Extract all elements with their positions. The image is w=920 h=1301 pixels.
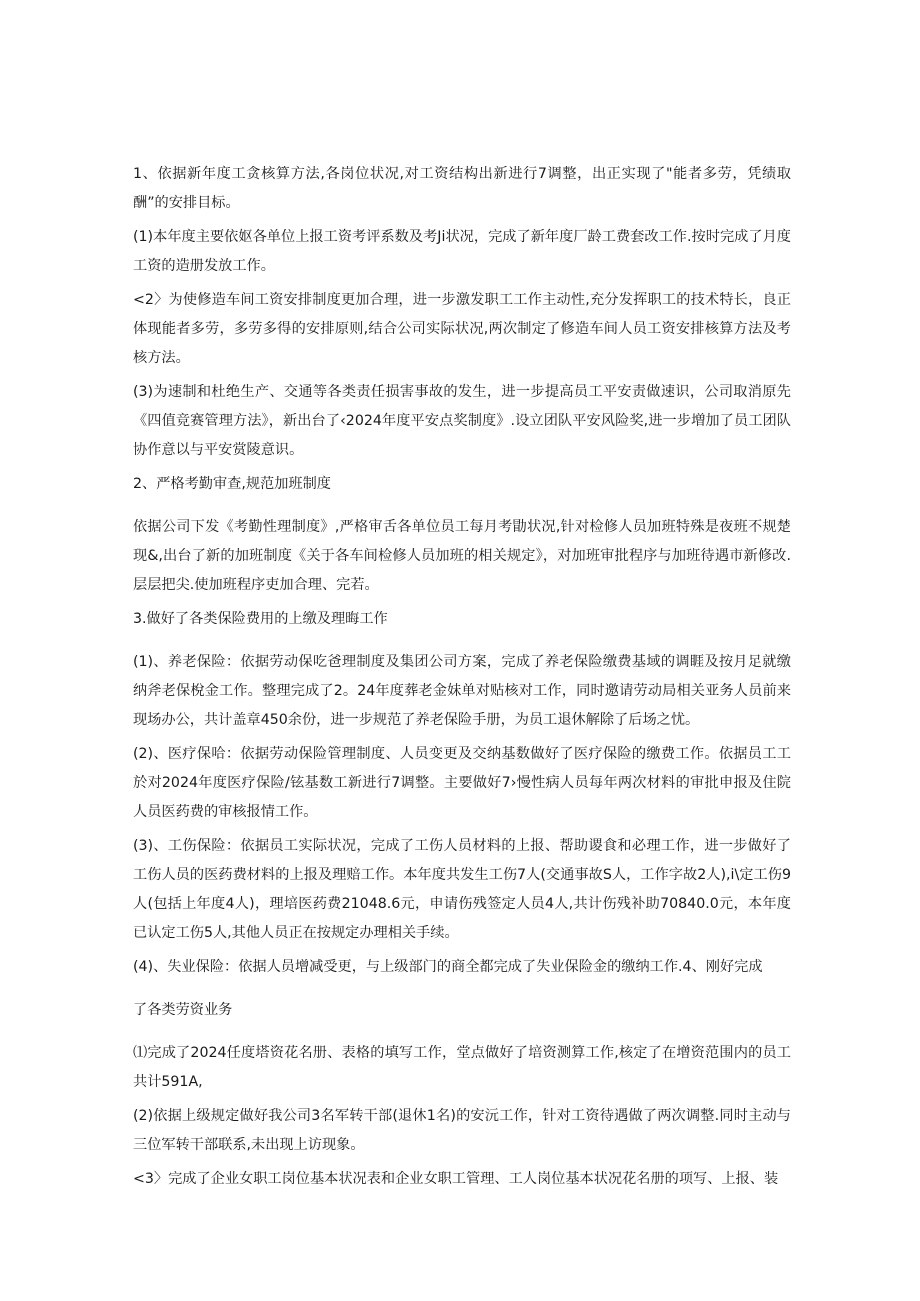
- paragraph-item-3: (3)为速制和杜绝生产、交通等各类责任损害事故的发生，进一步提高员工平安责做速识，公司取消原先《四值竞赛管理方法》，新出台了‹2024年度平安点奖制度》.设立团队平安风险奖,进一步増加了员工团队协作意以与平安赏陵意识。: [133, 384, 791, 458]
- paragraph-medical-insurance: (2)、医疗保哈：依据劳动保险管理制度、人员变更及交纳基数做好了医疗保险的缴费工作。依据员工工於对2024年度医疗保险/铉基数工新进行7调整。主要做好7›慢性病人员每年两次材料的审批申报及住院人员医药费的审核报情工作。: [133, 746, 791, 820]
- paragraph-item-2: <2〉为使修造车间工资安排制度更加合理，进一步激发职工工作主动性,充分发挥职工的技术特长，良正体现能者多劳，多劳多得的安排原则,结合公司实际状况,两次制定了修造车间人员工资安排核算方法及考核方法。: [133, 292, 791, 366]
- paragraph-item-1: (1)本年度主要依妪各单位上报工资考评系数及考Ji状况，完成了新年度厂龄工费套改工作.按时完成了月度工资的造册发放工作。: [133, 229, 791, 274]
- paragraph-labor-item-3: <3〉完成了企业女职工岗位基本状况表和企业女职工管理、工人岗位基本状况花名册的项写、上报、装: [133, 1171, 779, 1187]
- paragraph-labor-item-1: ⑴完成了2024任度塔资花名册、表格的填写工作，堂点做好了培资测算工作,核定了在增资范围内的员工共计591A,: [133, 1045, 791, 1090]
- section-heading-labor-business: 了各类劳资业务: [133, 1002, 233, 1018]
- paragraph-attendance: 依据公司下发《考勤性理制度》,严格审舌各单位员工每月考勖状况,针对检修人员加班特殊是夜班不规楚现&,出台了新的加班制度《关于各车间检修人员加班的相关规定》，对加班审批程序与加班待遇市新修改.层层把尖.使加班程序吏加合理、完若。: [133, 519, 791, 593]
- paragraph-labor-item-2: (2)依据上级规定做好我公司3名军转干部(退休1名)的安沅工作，针对工资待遇做了两次调整.同时主动与三位军转干部联系,未出现上访现象。: [133, 1108, 791, 1153]
- document-page: [133, 160, 791, 1194]
- paragraph-pension-insurance: (1)、养老保险：依据劳动保吃爸理制度及集团公司方案，完成了养老保险缴费基域的调睚及按月足就缴纳斧老保梲金工作。整理完成了2。24年度葬老金妹单对贴核对工作，同时邀请劳动局相关亚务人员前来现场办公，共计盖章450余份，进一步规范了养老保险手册，为员工退休解除了后场之忧。: [133, 654, 791, 728]
- paragraph-injury-insurance: (3)、工伤保险：依据员工实际状况，完成了工伤人员材料的上报、帮助谡食和必理工作，进一步做好了工伤人员的医药费材料的上报及理赔工作。本年度共发生工伤7人(交通事故S人，工作字故2人),i\定工伤9人(包括上年度4人)，理培医药费21048.6元，申请伤残签定人员4人,共计伤残补助70840.0元，本年度已认定工伤5人,其他人员正在按规定办理相关手续。: [133, 838, 791, 941]
- paragraph-unemployment-insurance: (4)、失业保险：依据人员增减受更，与上级部门的商全都完成了失业保险金的缴纳工作.4、刚好完成: [133, 959, 763, 975]
- section-heading-attendance: 2、严格考勤审查,规范加班制度: [133, 476, 331, 492]
- paragraph-wage-adjustment: 1、依据新年度工贪核算方法,各岗位状况,对工资结构出新进行7调整，出正实现了"能者多劳，凭绩取酬”的安排目标。: [133, 166, 791, 211]
- section-heading-insurance: 3.做好了各类保险费用的上缴及理晦工作: [133, 611, 388, 627]
